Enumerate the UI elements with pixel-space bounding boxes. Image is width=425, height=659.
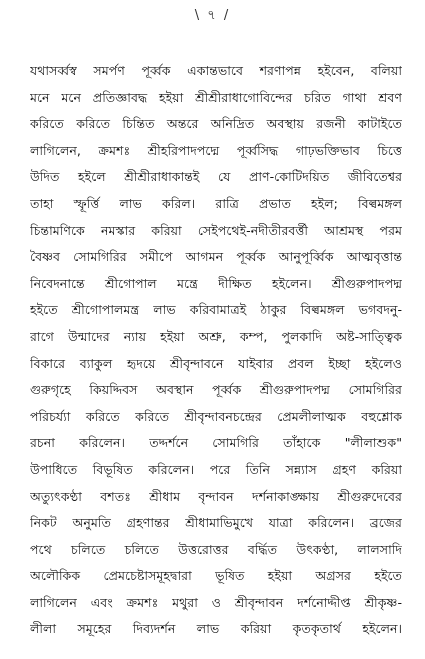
text-line: হইতে শ্রীগোপালমন্ত্র লাভ করিবামাত্রই ঠাকুর বিল্বমঙ্গল ভগবদনু- — [30, 302, 402, 318]
text-line: যথাসর্ব্বস্ব সমর্পণ পূর্ব্বক একান্তভাবে শরণাপন্ন হইবেন, বলিয়া — [30, 63, 402, 78]
page-number: \ ৭ / — [194, 8, 231, 23]
text-line: উপাধিতে বিভূষিত করিলেন। পরে তিনি সন্ন্যাস গ্রহণ করিয়া — [30, 461, 402, 477]
text-line: পথে চলিতে চলিতে উত্তরোত্তর বর্দ্ধিত উৎকণ্ঠা, লালসাদি — [30, 541, 402, 557]
text-line: লাগিলেন, ক্রমশঃ শ্রীহরিপাদপদ্মে পূর্ব্বসিদ্ধ গাঢ়ভক্তিভাব চিত্তে — [30, 142, 402, 158]
text-line: লাগিলেন এবং ক্রমশঃ মথুরা ও শ্রীবৃন্দাবন দর্শনোদ্দীপ্ত শ্রীকৃষ্ণ- — [30, 594, 402, 610]
text-line: লীলা সমূহের দিব্যদর্শন লাভ করিয়া কৃতকৃতার্থ হইলেন। — [30, 621, 402, 637]
text-line: উদিত হইলে শ্রীশ্রীরাধাকান্তই যে প্রাণ-কোটিদয়িত জীবিতেশ্বর — [30, 169, 402, 185]
body-paragraph — [30, 58, 402, 643]
text-line: নিবেদনান্তে শ্রীগোপাল মন্ত্রে দীক্ষিত হইলেন। শ্রীগুরুপাদপদ্ম — [30, 275, 402, 291]
text-line: তাহা স্ফূর্ত্তি লাভ করিল। রাত্রি প্রভাত হইল; বিল্বমঙ্গল — [30, 195, 402, 211]
text-line: বিকারে ব্যাকুল হৃদয়ে শ্রীবৃন্দাবনে যাইবার প্রবল ইচ্ছা হইলেও — [30, 355, 402, 371]
text-line: বৈষ্ণব সোমগিরির সমীপে আগমন পূর্ব্বক আনুপূর্ব্বিক আত্মবৃত্তান্ত — [30, 249, 402, 265]
text-line: রচনা করিলেন। তদ্দর্শনে সোমগিরি তাঁহাকে "লীলাশুক" — [30, 435, 402, 451]
text-line: অলৌকিক প্রেমচেষ্টাসমূহদ্বারা ভূষিত হইয়া অগ্রসর হইতে — [30, 568, 402, 584]
text-line: করিতে করিতে চিন্তিত অন্তরে অনিদ্রিত অবস্থায় রজনী কাটাইতে — [30, 116, 402, 132]
text-line: রাগে উন্মাদের ন্যায় হইয়া অশ্রু, কম্প, পুলকাদি অষ্ট-সাত্ত্বিক — [30, 328, 402, 344]
text-line: নিকট অনুমতি গ্রহণান্তর শ্রীধামাভিমুখে যাত্রা করিলেন। ব্রজের — [30, 515, 402, 531]
text-line: পরিচর্য্যা করিতে করিতে শ্রীবৃন্দাবনচন্দ্রের প্রেমলীলাত্মক বহুশ্লোক — [30, 408, 402, 424]
text-line: গুরুগৃহে কিয়দ্দিবস অবস্থান পূর্ব্বক শ্রীগুরুপাদপদ্ম সোমগিরির — [30, 382, 402, 398]
text-line: চিন্তামণিকে নমস্কার করিয়া সেইপথেই-নদীতীরবর্ত্তী আশ্রমস্থ পরম — [30, 222, 402, 238]
text-line: মনে মনে প্রতিজ্ঞাবদ্ধ হইয়া শ্রীশ্রীরাধাগোবিন্দের চরিত গাথা শ্রবণ — [30, 89, 402, 105]
text-line: অত্যুৎকণ্ঠা বশতঃ শ্রীধাম বৃন্দাবন দর্শনাকাঙ্ক্ষায় শ্রীগুরুদেবের — [30, 488, 402, 504]
